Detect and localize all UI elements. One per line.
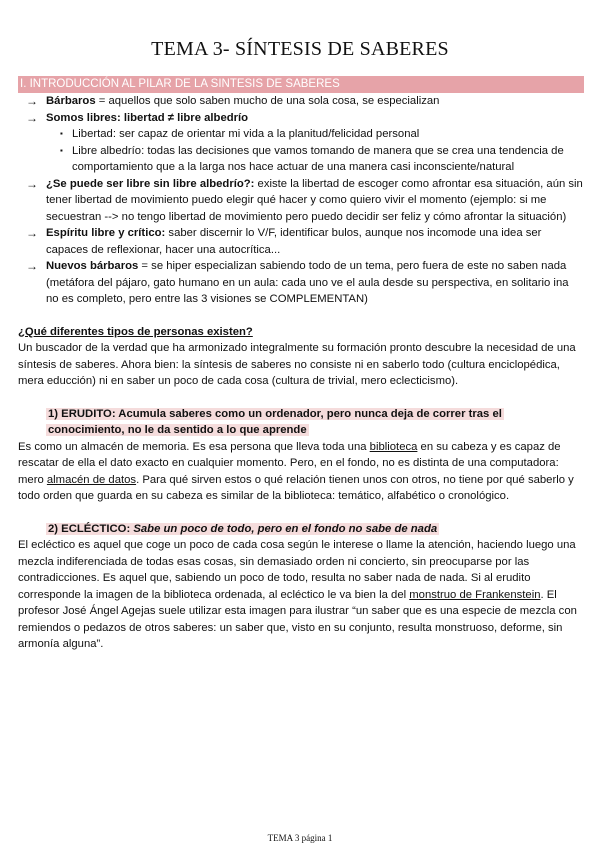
list-item: → ¿Se puede ser libre sin libre albedrío?: existe la libertad de escoger como afrontar esa situación, aún sin tener libertad de movimiento puedo elegir qué hacer y como quiero vivir el momento (ejemplo: si me secuestran --> no tengo libertad de movimiento pero puedo decidir ser feliz y cómo afrontar la situación) — [18, 176, 584, 226]
term: Nuevos bárbaros — [46, 260, 139, 272]
paragraph: Un buscador de la verdad que ha armonizado integralmente su formación pronto descubre la necesidad de una síntesis de saberes. Ahora bien: la síntesis de saberes no consiste ni en saberlo todo (cultura enciclopédica, mera educción) ni en saber un poco de cada cosa (cultura de trivial, mero eclecticismo). — [18, 342, 576, 387]
paragraph: El ecléctico es aquel que coge un poco de cada cosa según le interese o llame la atención, haciendo luego una mezcla indiferenciada de todas esas cosas, sin demasiado orden ni concierto, sin preocuparse por las contradicciones. Es aquel que, sabiendo un poco de todo, resulta no saber nada de nada. Si al erudito corresponde la imagen de la biblioteca ordenada, al ecléctico le va bien la del monstruo de Frankenstein. El profesor José Ángel Agejas suele utilizar esta imagen para ilustrar “un saber que es una especie de mezcla con remiendos o pedazos de otros saberes: un saber que, visto en su conjunto, resulta monstruoso, deforme, sin armonía alguna”. — [18, 539, 577, 650]
underlined-term: almacén de datos — [46, 473, 137, 486]
page-footer: TEMA 3 página 1 — [267, 833, 333, 843]
document-body — [18, 93, 584, 653]
underlined-term: monstruo de Frankenstein — [409, 588, 541, 601]
eclectico-heading: 2) ECLÉCTICO: Sabe un poco de todo, pero en el fondo no sabe de nada — [48, 522, 438, 535]
subsection-question: ¿Qué diferentes tipos de personas existen? — [18, 325, 253, 338]
bullet-icon: ▪ — [60, 129, 63, 138]
term: Bárbaros — [46, 95, 96, 107]
list-item: → Espíritu libre y crítico: saber discernir lo V/F, identificar bulos, aunque nos incomode una idea ser capaces de reflexionar, hacer una autocrítica... — [18, 225, 584, 258]
sub-list-item: ▪ Libertad: ser capaz de orientar mi vida a la planitud/felicidad personal — [60, 126, 584, 143]
term: Espíritu libre y crítico: — [46, 227, 166, 239]
arrow-icon: → — [26, 226, 38, 240]
sub-list-item: ▪ Libre albedrío: todas las decisiones que vamos tomando de manera que se crea una tendencia de comportamiento que a la larga nos hace actuar de una manera casi inconsciente/natural — [60, 143, 584, 176]
list-item — [18, 110, 584, 127]
arrow-icon: → — [26, 110, 38, 125]
arrow-icon: → — [26, 176, 38, 191]
section-header: I. INTRODUCCIÓN AL PILAR DE LA SINTESIS DE SABERES — [18, 76, 584, 93]
arrow-icon: → — [26, 94, 38, 108]
paragraph: Es como un almacén de memoria. Es esa persona que lleva toda una biblioteca en su cabeza y es capaz de rescatar de ella el dato exacto en cualquier momento. Pero, en el fondo, no es distinta de una computadora: mero almacén de datos. Para qué sirven estos o qué relación tienen unos con otros, no tiene por qué saberlo y todo orden que guarda en su cabeza es similar de la biblioteca: temático, alfabético o cronológico. — [18, 440, 574, 502]
term: ¿Se puede ser libre sin libre albedrío?: — [46, 177, 255, 190]
list-item: → Nuevos bárbaros = se hiper especializan sabiendo todo de un tema, pero fuera de este no saben nada (metáfora del pájaro, gato humano en un aula: cada uno ve el aula desde su perspectiva, en solitario ina no es completo, pero entre las 3 visiones se COMPLEMENTAN) — [18, 258, 584, 308]
arrow-icon: → — [26, 259, 38, 273]
erudito-heading: 1) ERUDITO: Acumula saberes como un ordenador, pero nunca deja de correr tras el conocimiento, no le da sentido a lo que aprende — [48, 407, 502, 436]
page-title: TEMA 3- SÍNTESIS DE SABERES — [151, 38, 449, 60]
list-item: → Bárbaros = aquellos que solo saben mucho de una sola cosa, se especializan — [18, 93, 584, 110]
underlined-term: biblioteca — [369, 440, 418, 453]
bullet-icon: ▪ — [60, 145, 63, 155]
term: Somos libres: libertad ≠ libre albedrío — [46, 111, 249, 124]
